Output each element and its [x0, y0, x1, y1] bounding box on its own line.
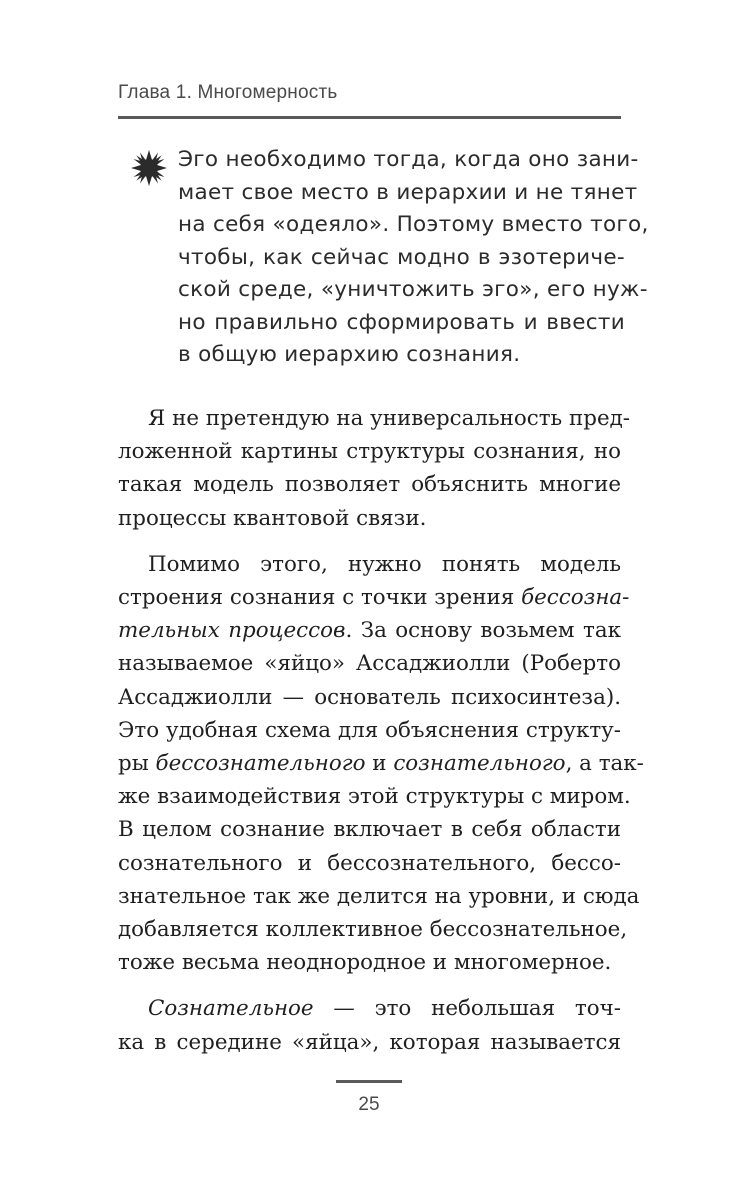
paragraph-2	[118, 548, 644, 980]
callout-line: Эго необходимо тогда, когда оно зани-	[178, 147, 639, 172]
italic-term: сознательного	[393, 751, 566, 777]
paragraph-1	[118, 402, 630, 535]
callout-line: мает свое место в иерархии и не тянет	[178, 179, 638, 205]
text-line: тоже весьма неоднородное и многомерное.	[118, 950, 612, 976]
text-line	[118, 614, 621, 647]
text-line	[118, 581, 630, 614]
text-line: процессы квантовой связи.	[118, 505, 427, 531]
text-line: ложенной картины структуры сознания, но	[118, 439, 621, 465]
running-header: Глава 1. Многомерность	[118, 82, 338, 103]
text-line: В целом сознание включает в себя области	[118, 817, 621, 843]
text-run: — это небольшая точ-	[313, 996, 621, 1022]
callout-text	[178, 144, 649, 372]
text-line: знательное так же делится на уровни, и сюда	[118, 883, 640, 909]
callout-line: ской среде, «уничтожить эго», его нуж-	[178, 277, 648, 302]
text-line: такая модель позволяет объяснить многие	[118, 472, 621, 498]
footer-rule	[336, 1080, 402, 1083]
callout-line: чтобы, как сейчас модно в эзотериче-	[178, 244, 625, 270]
text-line: Это удобная схема для объяснения структу-	[118, 717, 621, 743]
text-line: сознательного и бессознательного, бессо-	[118, 850, 621, 876]
text-run: строения сознания с точки зрения	[118, 585, 522, 611]
text-line	[118, 992, 621, 1025]
text-line: ка в середине «яйца», которая называется	[118, 1029, 621, 1055]
text-run: и	[365, 751, 394, 777]
text-run: . За основу возьмем так	[345, 618, 621, 644]
text-line: же взаимодействия этой структуры с миром.	[118, 784, 631, 810]
main-text	[118, 402, 644, 1059]
page-number: 25	[358, 1094, 380, 1115]
italic-term: бессозна-	[521, 585, 630, 611]
callout-line: но правильно сформировать и ввести	[178, 309, 625, 335]
text-line: называемое «яйцо» Ассаджиолли (Роберто	[118, 651, 621, 677]
text-line: Помимо этого, нужно понять модель	[148, 551, 621, 577]
text-line: добавляется коллективное бессознательное,	[118, 917, 628, 943]
italic-term: Сознательное	[148, 996, 314, 1022]
callout-line: в общую иерархию сознания.	[178, 342, 521, 367]
paragraph-3	[118, 992, 621, 1058]
sun-star-icon	[129, 148, 169, 188]
italic-term: тельных процессов	[118, 618, 346, 644]
text-run: , а так-	[565, 751, 644, 777]
callout-box	[129, 144, 649, 372]
text-line: Ассаджиолли — основатель психосинтеза).	[118, 684, 621, 710]
text-line	[118, 747, 644, 780]
callout-line: на себя «одеяло». Поэтому вместо того,	[178, 212, 649, 237]
text-line: Я не претендую на универсальность пред-	[148, 406, 630, 431]
italic-term: бессознательного	[155, 751, 366, 777]
header-rule	[118, 116, 621, 119]
text-run: ры	[118, 751, 156, 777]
